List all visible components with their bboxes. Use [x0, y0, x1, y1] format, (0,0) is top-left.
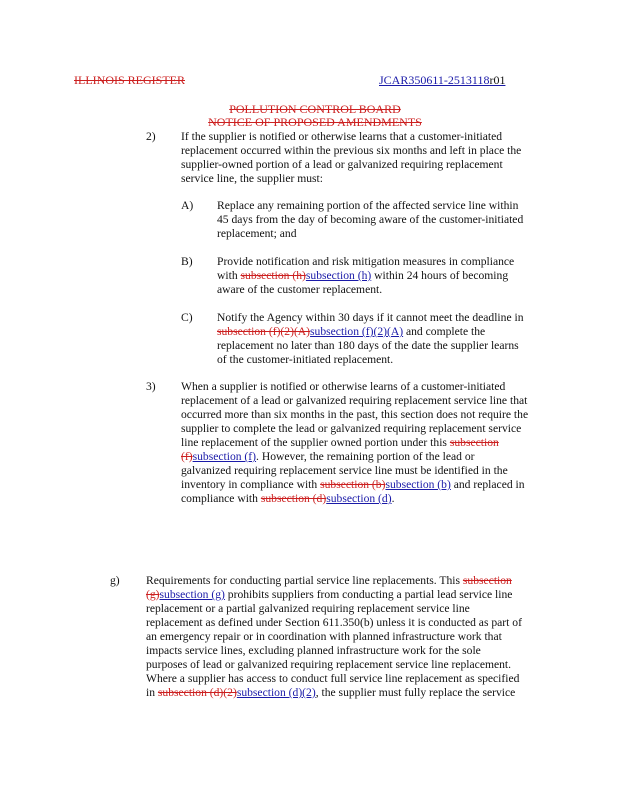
text-line — [181, 492, 395, 506]
item-number: g) — [110, 574, 120, 587]
jcar-code-suffix: r01 — [489, 73, 506, 87]
text-line: replacement of a lead or galvanized requiring replacement service line that — [181, 394, 528, 407]
plain-text: and replaced in — [450, 478, 525, 491]
inserted-text: subsection (b) — [385, 478, 451, 491]
plain-text: inventory in compliance with — [181, 478, 321, 491]
deleted-text: subsection — [462, 574, 512, 587]
plain-text: line replacement of the supplier owned portion under this — [181, 436, 450, 449]
notice-title: NOTICE OF PROPOSED AMENDMENTS — [208, 115, 422, 129]
deleted-text: subsection (b) — [320, 478, 386, 491]
text-line: 45 days from the day of becoming aware of the customer-initiated — [217, 213, 524, 226]
inserted-text: subsection (g) — [159, 588, 225, 601]
text-line: supplier-owned portion of a lead or galvanized requiring replacement — [181, 158, 503, 171]
inserted-text: subsection (f)(2)(A) — [310, 325, 404, 338]
text-line — [146, 686, 515, 700]
text-line: replacement; and — [217, 227, 297, 240]
text-line: Provide notification and risk mitigation measures in compliance — [217, 255, 515, 268]
inserted-text: subsection (d)(2) — [236, 686, 316, 699]
text-line — [217, 325, 485, 339]
text-line — [217, 269, 508, 283]
text-line: replacement no later than 180 days of the date the supplier learns — [217, 339, 519, 352]
text-line: occurred more than six months in the past, this section does not require the — [181, 408, 529, 421]
inserted-text: subsection (h) — [305, 269, 372, 282]
jcar-code — [379, 73, 505, 87]
plain-text: , the supplier must fully replace the service — [315, 686, 516, 699]
text-line: aware of the customer replacement. — [217, 283, 383, 296]
deleted-text: subsection (h) — [240, 269, 306, 282]
plain-text: within 24 hours of becoming — [371, 269, 509, 282]
jcar-code-inserted: JCAR350611-2513118 — [379, 73, 490, 87]
text-line: galvanized requiring replacement service line must be identified in the — [181, 464, 508, 477]
inserted-text: subsection (d) — [326, 492, 392, 505]
plain-text: compliance with — [181, 492, 261, 505]
text-line: Where a supplier has access to conduct full service line replacement as specified — [146, 672, 520, 685]
text-line: If the supplier is notified or otherwise learns that a customer-initiated — [181, 130, 503, 143]
text-line — [181, 450, 475, 464]
item-number: C) — [181, 311, 193, 324]
plain-text: prohibits suppliers from conducting a partial lead service line — [224, 588, 513, 601]
text-line: an emergency repair or in coordination with planned infrastructure work that — [146, 630, 502, 643]
item-number: A) — [181, 199, 194, 212]
text-line — [181, 478, 525, 492]
text-line: replacement occurred within the previous six months and left in place the — [181, 144, 522, 157]
text-line: of the customer-initiated replacement. — [217, 353, 394, 366]
text-line — [181, 436, 499, 450]
plain-text: with — [217, 269, 241, 282]
text-line — [146, 588, 512, 602]
deleted-text: (f) — [181, 450, 193, 463]
register-header: ILLINOIS REGISTER — [74, 73, 185, 87]
text-line: Notify the Agency within 30 days if it cannot meet the deadline in — [217, 311, 524, 324]
deleted-text: subsection (d)(2) — [157, 686, 237, 699]
board-title: POLLUTION CONTROL BOARD — [229, 102, 401, 116]
deleted-text: (g) — [146, 588, 160, 601]
plain-text: in — [146, 686, 158, 699]
text-line: impacts service lines, excluding planned infrastructure work for the sole — [146, 644, 481, 657]
text-line: supplier to complete the lead or galvanized requiring replacement service — [181, 422, 522, 435]
plain-text: Requirements for conducting partial service line replacements. This — [146, 574, 463, 587]
text-line: replacement or a partial galvanized requiring replacement service line — [146, 602, 470, 615]
plain-text: . However, the remaining portion of the lead or — [256, 450, 475, 463]
text-line — [146, 574, 512, 588]
item-number: 2) — [146, 130, 156, 143]
text-line: purposes of lead or galvanized requiring replacement service line replacement. — [146, 658, 512, 671]
text-line: replacement as defined under Section 611.350(b) unless it is conducted as part of — [146, 616, 522, 629]
deleted-text: subsection (d) — [260, 492, 327, 505]
item-number: B) — [181, 255, 193, 268]
inserted-text: subsection (f) — [192, 450, 257, 463]
text-line: service line, the supplier must: — [181, 172, 323, 185]
deleted-text: subsection — [449, 436, 499, 449]
item-number: 3) — [146, 380, 156, 393]
deleted-text: subsection (f)(2)(A) — [217, 325, 311, 338]
text-line: Replace any remaining portion of the affected service line within — [217, 199, 519, 212]
plain-text: and complete the — [403, 325, 486, 338]
text-line: When a supplier is notified or otherwise learns of a customer-initiated — [181, 380, 506, 393]
plain-text: . — [391, 492, 395, 505]
